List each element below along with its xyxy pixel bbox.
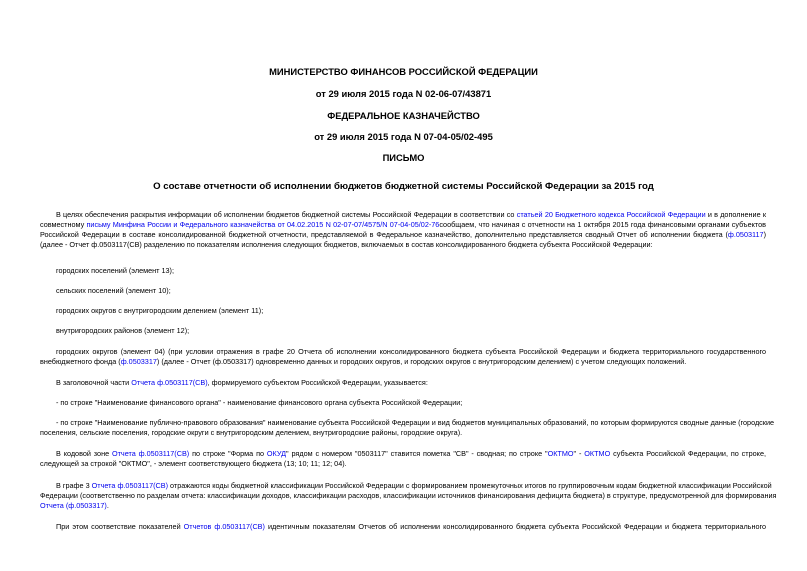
form-0503117-link[interactable]: ф.0503117 [727, 230, 764, 239]
list-item: городских поселений (элемент 13); [56, 266, 174, 275]
report-0503117-sv-link[interactable]: Отчета ф.0503117(СВ) [111, 449, 190, 458]
treasury-letter-date: от 29 июля 2015 года N 07-04-05/02-495 [314, 131, 493, 142]
treasury-heading: ФЕДЕРАЛЬНОЕ КАЗНАЧЕЙСТВО [327, 110, 480, 121]
report-0503117-sv-link[interactable]: Отчета ф.0503117(СВ) [131, 378, 208, 387]
form-0503317-link[interactable]: ф.0503317 [120, 357, 157, 366]
paragraph-urban-districts: городских округов (элемент 04) (при условии отражения в графе 20 Отчета об исполнении консолидированного бюджета субъекта Российской Федерации и бюджета территориального государственного внебюджетного фонда (ф.0503317) (далее - Отчет (ф.0503317) одновременно данных и городских округов, и городских округов с внутригородским делением) с учетом следующих положений. [40, 347, 766, 366]
paragraph-column-3: В графе 3 Отчета ф.0503117(СВ) отражаются коды бюджетной классификации Российской Федерации с формированием промежуточных итогов по группировочным кодам бюджетной классификации Российской Федерации (соответственно по разделам отчета: классификации доходов, классификации расходов, классификации источников финансирования дефицита бюджета) в структуре, предусмотренной для формирования Отчета (ф.0503317). [40, 481, 777, 510]
paragraph-entity-name-line: - по строке "Наименование публично-правового образования" наименование субъекта Российской Федерации и вид бюджетов муниципальных образований, по которым формируются сводные данные (городские поселения, сельские поселения, городские округи с внутригородским делением, внутригородские районы, городские округа). [40, 418, 775, 437]
paragraph-consistency: При этом соответствие показателей Отчетов ф.0503117(СВ) идентичным показателям Отчетов об исполнении консолидированного бюджета субъекта Российской Федерации и бюджета территориального [56, 522, 767, 531]
oktmo-link[interactable]: ОКТМО [584, 449, 611, 458]
document-title: О составе отчетности об исполнении бюджетов бюджетной системы Российской Федерации за 2015 год [153, 181, 654, 192]
paragraph-code-zone: В кодовой зоне Отчета ф.0503117(СВ) по строке "Форма по ОКУД" рядом с номером "0503117" ставится пометка "СВ" - сводная; по строке "ОКТМО" - ОКТМО субъекта Российской Федерации, по строке, следующей за строкой "ОКТМО", - элемент соответствующего бюджета (13; 10; 11; 12; 04). [40, 449, 766, 468]
paragraph-heading-part: В заголовочной части Отчета ф.0503117(СВ), формируемого субъектом Российской Федерации, указывается: [56, 378, 428, 387]
document-type: ПИСЬМО [382, 152, 425, 163]
budget-code-article-link[interactable]: статьей 20 Бюджетного кодекса Российской Федерации [516, 210, 706, 219]
joint-letter-link[interactable]: письму Минфина России и Федерального казначейства от 04.02.2015 N 02-07-07/4575/N 07-04-05/02-76 [86, 220, 440, 229]
reports-0503117-sv-link[interactable]: Отчетов ф.0503117(СВ) [183, 522, 265, 531]
paragraph-finance-body-line: - по строке "Наименование финансового органа" - наименование финансового органа субъекта Российской Федерации; [56, 398, 463, 407]
list-item: сельских поселений (элемент 10); [56, 286, 171, 295]
ministry-heading: МИНИСТЕРСТВО ФИНАНСОВ РОССИЙСКОЙ ФЕДЕРАЦИИ [269, 66, 538, 77]
report-0503117-sv-link[interactable]: Отчета ф.0503117(СВ) [91, 481, 169, 490]
list-item: внутригородских районов (элемент 12); [56, 326, 190, 335]
report-0503317-link[interactable]: Отчета (ф.0503317) [40, 501, 107, 510]
list-item: городских округов с внутригородским делением (элемент 11); [56, 306, 264, 315]
ministry-letter-date: от 29 июля 2015 года N 02-06-07/43871 [315, 88, 492, 99]
okud-link[interactable]: ОКУД [266, 449, 287, 458]
oktmo-link[interactable]: ОКТМО [547, 449, 574, 458]
paragraph-intro: В целях обеспечения раскрытия информации об исполнении бюджетов бюджетной системы Российской Федерации в соответствии со статьей 20 Бюджетного кодекса Российской Федерации и в дополнение к совместному письму Минфина России и Федерального казначейства от 04.02.2015 N 02-07-07/4575/N 07-04-05/02-76сообщаем, что начиная с отчетности на 1 октября 2015 года финансовыми органами субъектов Российской Федерации в составе консолидированной бюджетной отчетности, представляемой в Федеральное казначейство, дополнительно представляется сводный Отчет об исполнении бюджета (ф.0503117) (далее - Отчет ф.0503117(СВ) разделению по показателям исполнения следующих бюджетов, включаемых в состав консолидированного бюджета субъекта Российской Федерации: [40, 210, 766, 249]
